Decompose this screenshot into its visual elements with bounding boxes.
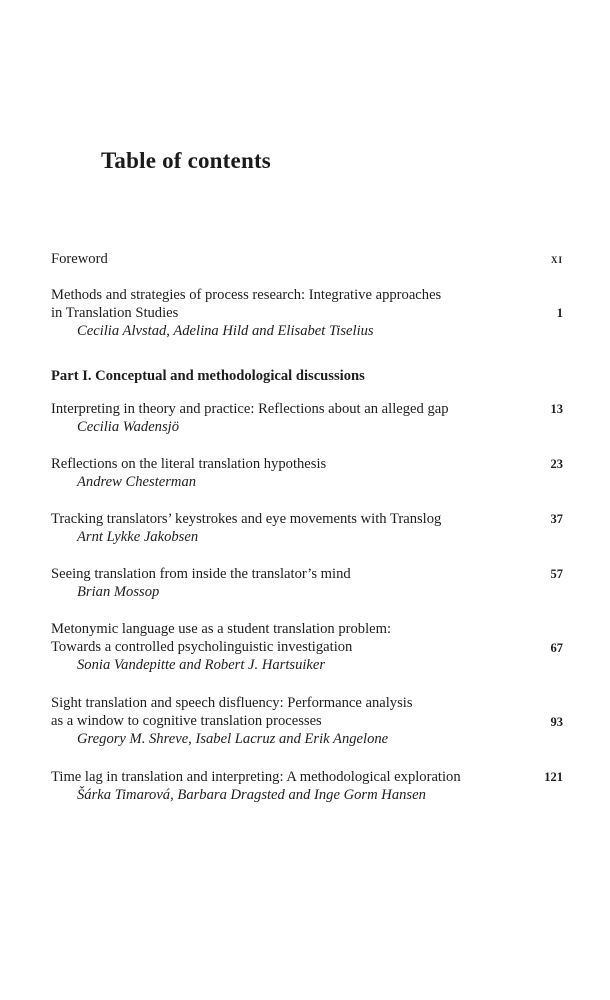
entry-title: Interpreting in theory and practice: Reflections about an alleged gap: [51, 401, 449, 417]
toc-entry-time-lag[interactable]: [51, 768, 563, 804]
entry-page-number: 121: [544, 770, 563, 784]
toc-entry-foreword[interactable]: [51, 250, 563, 268]
entry-authors: Brian Mossop: [77, 584, 160, 600]
entry-page-number: 67: [550, 641, 563, 655]
entry-authors: Cecilia Alvstad, Adelina Hild and Elisabet Tiselius: [77, 323, 374, 339]
toc-entry-translog[interactable]: [51, 510, 563, 546]
toc-entry-methods[interactable]: [51, 286, 563, 340]
entry-page-number: 93: [550, 715, 563, 729]
entry-page-number: 1: [556, 306, 563, 320]
entry-title: Seeing translation from inside the translator’s mind: [51, 566, 351, 582]
entry-page-number: xi: [550, 252, 563, 266]
entry-title-line-1: Metonymic language use as a student translation problem:: [51, 621, 392, 637]
entry-page-number: 13: [550, 402, 563, 416]
entry-authors: Arnt Lykke Jakobsen: [77, 529, 199, 545]
part-heading: Part I. Conceptual and methodological discussions: [51, 368, 365, 384]
entry-title-line-2: in Translation Studies: [51, 305, 179, 321]
toc-entry-interpreting[interactable]: [51, 400, 563, 436]
toc-entry-literal-translation[interactable]: [51, 455, 563, 491]
entry-title-line-2: as a window to cognitive translation processes: [51, 713, 322, 729]
entry-authors: Cecilia Wadensjö: [77, 419, 180, 435]
page-title: Table of contents: [101, 148, 271, 173]
toc-entry-translators-mind[interactable]: [51, 565, 563, 601]
entry-title: Reflections on the literal translation hypothesis: [51, 456, 327, 472]
toc-entry-sight-translation[interactable]: [51, 694, 563, 748]
entry-title-line-2: Towards a controlled psycholinguistic investigation: [51, 639, 353, 655]
entry-page-number: 57: [550, 567, 563, 581]
entry-authors: Šárka Timarová, Barbara Dragsted and Inge Gorm Hansen: [77, 787, 426, 803]
toc-entry-metonymic[interactable]: [51, 620, 563, 674]
entry-authors: Andrew Chesterman: [77, 474, 197, 490]
entry-page-number: 23: [550, 457, 563, 471]
entry-authors: Gregory M. Shreve, Isabel Lacruz and Erik Angelone: [77, 731, 389, 747]
entry-title: Time lag in translation and interpreting: A methodological exploration: [51, 769, 461, 785]
entry-authors: Sonia Vandepitte and Robert J. Hartsuiker: [77, 657, 326, 673]
entry-title: Tracking translators’ keystrokes and eye movements with Translog: [51, 511, 442, 527]
entry-page-number: 37: [550, 512, 563, 526]
entry-title-line-1: Sight translation and speech disfluency: Performance analysis: [51, 695, 413, 711]
entry-title-line-1: Methods and strategies of process research: Integrative approaches: [51, 287, 442, 303]
entry-title: Foreword: [51, 251, 108, 267]
